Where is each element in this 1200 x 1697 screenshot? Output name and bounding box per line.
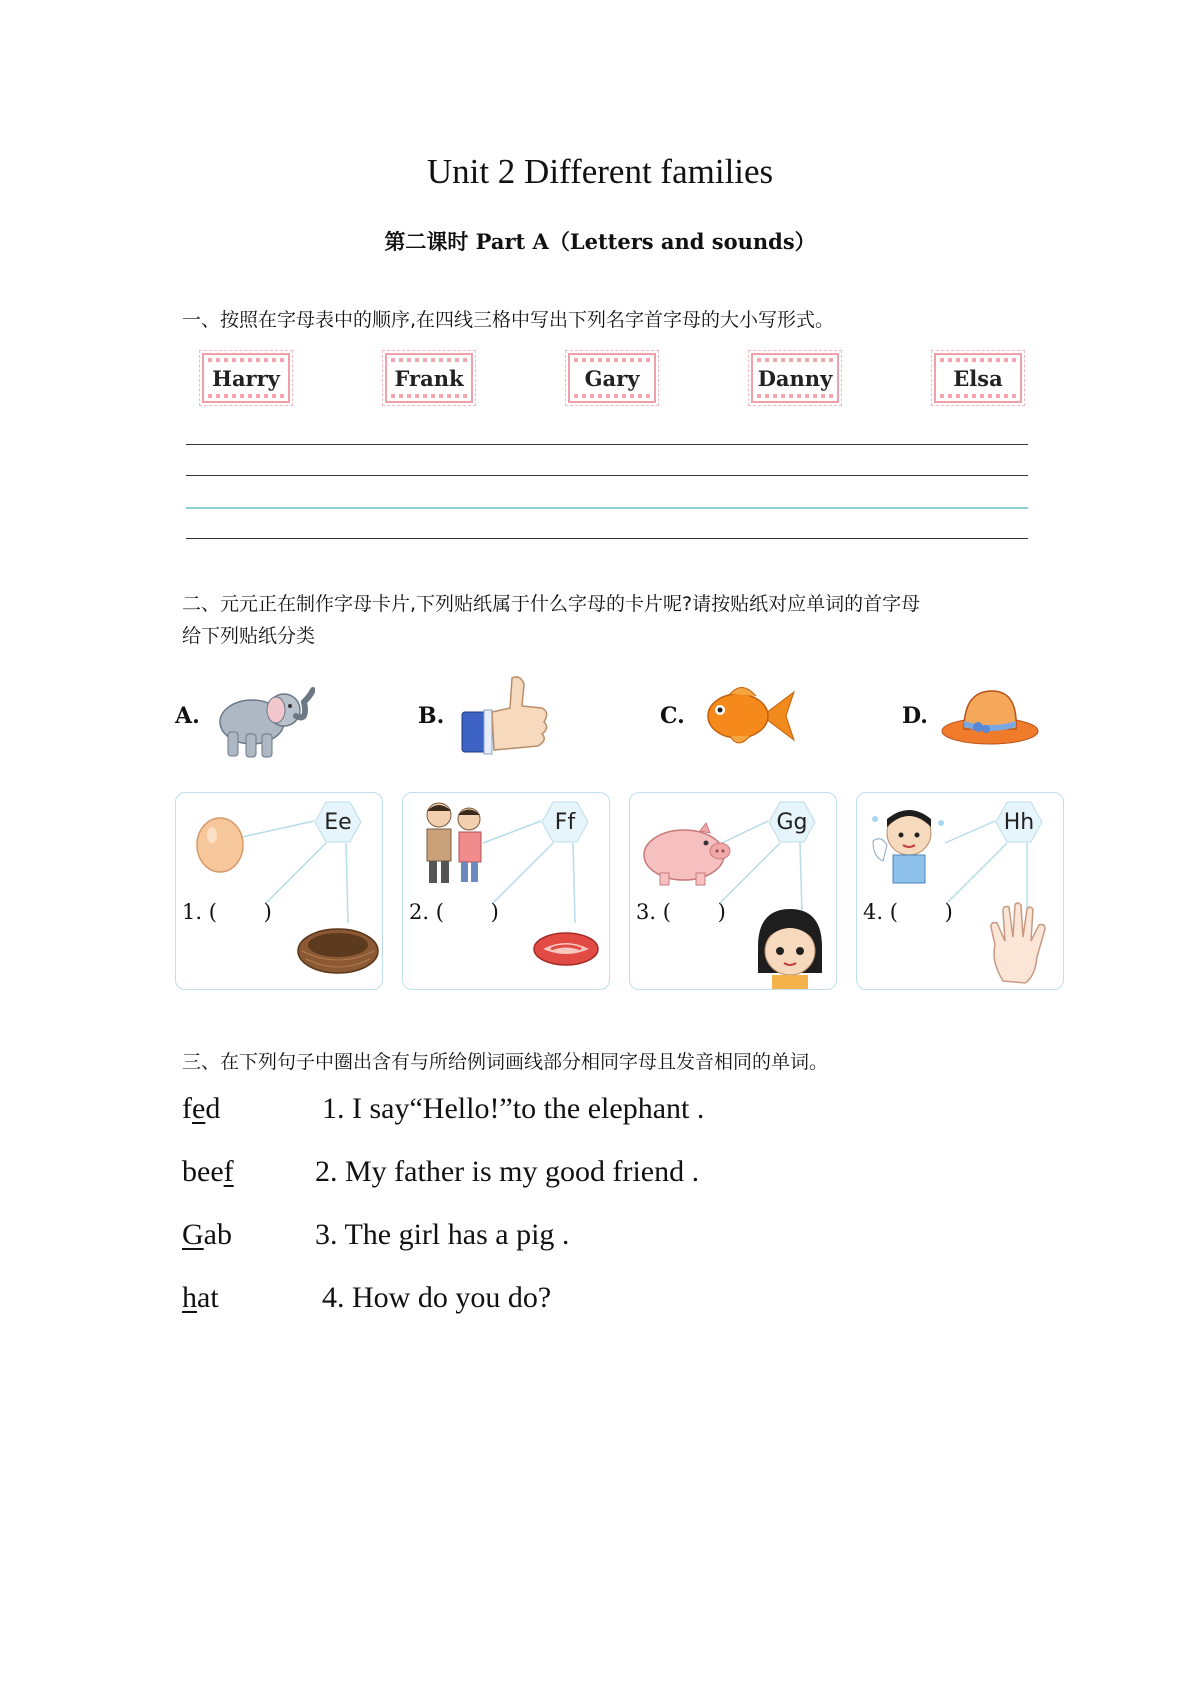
letter-badge-hh: Hh xyxy=(995,801,1043,843)
letter-card-ee xyxy=(175,792,383,990)
page-title: Unit 2 Different families xyxy=(426,152,774,191)
family-icon xyxy=(417,799,493,885)
letter-badge-ff: Ff xyxy=(541,801,589,843)
answer-blank-4[interactable]: 4. ( ) xyxy=(863,900,953,924)
letter-badge-ee: Ee xyxy=(314,801,362,843)
section1-instruction: 一、按照在字母表中的顺序,在四线三格中写出下列名字首字母的大小写形式。 xyxy=(182,309,835,331)
option-label-d: D. xyxy=(902,703,928,729)
section3-instruction: 三、在下列句子中圈出含有与所给例词画线部分相同字母且发音相同的单词。 xyxy=(182,1051,829,1073)
answer-blank-1[interactable]: 1. ( ) xyxy=(182,900,272,924)
example-word-beef: beef xyxy=(182,1155,234,1188)
option-label-c: C. xyxy=(660,703,685,729)
nest-icon xyxy=(296,921,380,977)
meat-icon xyxy=(531,927,601,969)
letter-card-hh xyxy=(856,792,1064,990)
pig-icon xyxy=(640,821,736,887)
grid-line-1 xyxy=(186,444,1028,445)
answer-blank-2[interactable]: 2. ( ) xyxy=(409,900,499,924)
goldfish-icon xyxy=(702,678,797,753)
section2-instruction-line2: 给下列贴纸分类 xyxy=(182,625,316,647)
sentence-2[interactable]: 2. My father is my good friend . xyxy=(315,1155,700,1188)
example-word-hat: hat xyxy=(182,1281,219,1314)
sentence-3[interactable]: 3. The girl has a pig . xyxy=(315,1218,570,1251)
hot-boy-icon xyxy=(865,801,951,885)
name-card-elsa: Elsa xyxy=(934,353,1022,403)
grid-line-3 xyxy=(186,507,1028,509)
elephant-icon xyxy=(210,682,315,762)
name-card-danny: Danny xyxy=(751,353,839,403)
hat-icon xyxy=(940,685,1040,747)
example-word-gab: Gab xyxy=(182,1218,232,1251)
hand-icon xyxy=(985,901,1055,985)
option-label-b: B. xyxy=(418,703,445,729)
egg-icon xyxy=(194,813,246,873)
page-subtitle: 第二课时 Part A（Letters and sounds） xyxy=(384,229,816,254)
sentence-1[interactable]: 1. I say“Hello!”to the elephant . xyxy=(322,1092,705,1125)
answer-blank-3[interactable]: 3. ( ) xyxy=(636,900,726,924)
grid-line-4 xyxy=(186,538,1028,539)
section2-instruction-line1: 二、元元正在制作字母卡片,下列贴纸属于什么字母的卡片呢?请按贴纸对应单词的首字母 xyxy=(182,593,921,615)
letter-card-ff xyxy=(402,792,610,990)
letter-card-gg xyxy=(629,792,837,990)
name-card-frank: Frank xyxy=(385,353,473,403)
sentence-4[interactable]: 4. How do you do? xyxy=(322,1281,552,1314)
example-word-fed: fed xyxy=(182,1092,221,1125)
option-label-a: A. xyxy=(175,703,200,729)
grid-line-2 xyxy=(186,475,1028,476)
girl-icon xyxy=(752,903,828,989)
letter-badge-gg: Gg xyxy=(768,801,816,843)
name-card-gary: Gary xyxy=(568,353,656,403)
name-card-harry: Harry xyxy=(202,353,290,403)
thumbs-up-icon xyxy=(460,672,550,760)
